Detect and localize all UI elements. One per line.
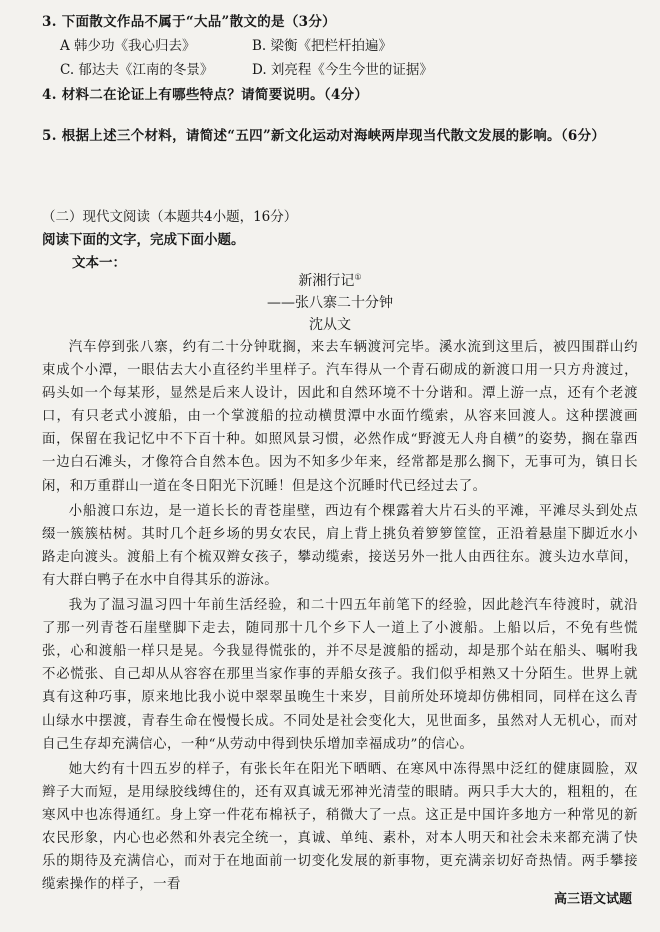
article-title <box>0 270 660 290</box>
text-label: 文本一： <box>72 255 126 271</box>
article-title-text: 新湘行记 <box>298 273 355 289</box>
section-header: （二）现代文阅读（本题共4小题，16分） <box>42 209 298 225</box>
article-body <box>42 336 638 898</box>
article-author: 沈从文 <box>309 317 351 333</box>
option-b: B. 梁衡《把栏杆拍遍》 <box>252 38 393 54</box>
footnote-mark: ① <box>354 272 362 282</box>
option-c: C. 郁达夫《江南的冬景》 <box>60 62 214 78</box>
paragraph-4: 她大约有十四五岁的样子，有张长年在阳光下晒晒、在寒风中冻得黑中泛红的健康圆脸，双辫子大而短，是用绿胶线缚住的，还有双真诚无邪神光清莹的眼睛。两只手大大的，粗粗的，在寒风中也冻得通红。身上穿一件花布棉袄子，稍微大了一点。这正是中国许多地方一种常见的新农民形象，内心也必然和外表完全统一，真诚、单纯、素朴，对本人明天和社会未来都充满了快乐的期待及充满信心，而对于在地面前一切变化发展的新事物，更充满亲切好奇热情。两手攀接缆索操作的样子，一看 <box>42 761 638 893</box>
article-subtitle: ——张八寨二十分钟 <box>267 295 393 311</box>
question-3: 3. 下面散文作品不属于“大品”散文的是（3分） <box>42 14 336 30</box>
option-a: A 韩少功《我心归去》 <box>60 38 196 54</box>
option-d: D. 刘亮程《今生今世的证据》 <box>252 62 433 78</box>
section-instruction: 阅读下面的文字，完成下面小题。 <box>42 232 245 248</box>
question-5: 5. 根据上述三个材料，请简述“五四”新文化运动对海峡两岸现当代散文发展的影响。（6分） <box>42 128 606 144</box>
page-footer: 高三语文试题 <box>553 892 632 907</box>
question-4: 4. 材料二在论证上有哪些特点？请简要说明。（4分） <box>42 87 369 103</box>
paragraph-3: 我为了温习温习四十年前生活经验，和二十四五年前笔下的经验，因此趁汽车待渡时，就沿了那一列青苍石崖壁脚下走去，随同那十几个乡下人一道上了小渡船。上船以后，不免有些慌张，心和渡船一样只是晃。今我显得慌张的，并不尽是渡船的摇动，却是那个站在船头、嘱咐我不必慌张、自己却从从容容在那里当家作事的弄船女孩子。我们似乎相熟又十分陌生。世界上就真有这种巧事，原来地比我小说中翠翠虽晚生十来岁，目前所处环境却仿佛相同，同样在这么青山绿水中摆渡，青春生命在慢慢长成。不同处是社会变化大，见世面多，虽然对人无机心，而对自己生存却充满信心，一种“从劳动中得到快乐增加幸福成功”的信心。 <box>42 598 638 752</box>
paragraph-2: 小船渡口东边，是一道长长的青苍崖壁，西边有个棵露着大片石头的平滩，平滩尽头到处点缀一簇簇枯树。其时几个赶乡场的男女农民，肩上背上挑负着箩箩筐筐，正沿着悬崖下脚近水小路走向渡头。渡船上有个梳双辫女孩子，攀动缆索，接送另外一批人由西往东。渡头边水草间，有大群白鸭子在水中自得其乐的游泳。 <box>42 503 638 588</box>
paragraph-1: 汽车停到张八寨，约有二十分钟耽搁，来去车辆渡河完毕。溪水流到这里后，被四围群山约束成个小潭，一眼估去大小直径约半里样子。汽车得从一个青石砌成的新渡口用一只方舟渡过，码头如一个每某形，显然是后来人设计，因此和自然环境不十分谐和。潭上游一点，还有个老渡口，有只老式小渡船，由一个掌渡船的拉动横贯潭中水面竹缆索，从容来回渡人。这种摆渡画面，保留在我记忆中不下百十种。如照风景习惯，必然作成“野渡无人舟自横”的姿势，搁在靠西一边白石滩头，才像符合自然本色。因为不知多少年来，经常都是那么搁下，无事可为，镇日长闲，和万重群山一道在冬日阳光下沉睡！但是这个沉睡时代已经过去了。 <box>42 340 638 494</box>
